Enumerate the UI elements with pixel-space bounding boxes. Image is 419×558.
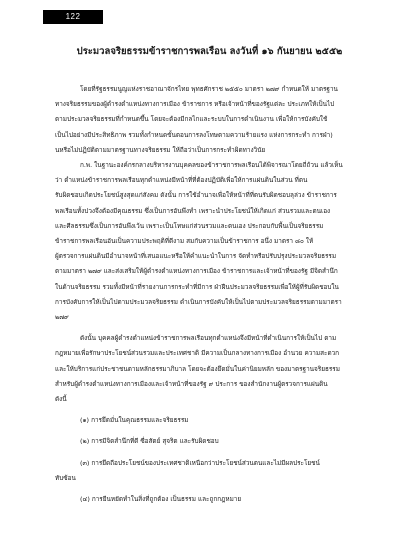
paragraph-line: กฎหมายเพื่อรักษาประโยชน์ส่วนรวมและประเทศชาติ มีความเป็นกลางทางการเมือง อำนวย ความสะดวก [55, 349, 340, 358]
paragraph-therefore [55, 331, 380, 407]
paragraph-line: รับผิดชอบเกิดประโยชน์สูงสุดแก่สังคม ดังนั้น การใช้อำนาจเพื่อให้หน้าที่ที่ตนรับผิดชอบลุล่วง ข้าราชการ [55, 191, 337, 200]
paragraph-line: การบังคับการให้เป็นไปตามประมวลจริยธรรม ดำเนินการบังคับให้เป็นไปตามประมวลจริยธรรมตามมาตรา [55, 297, 342, 306]
paragraph-line: โดยที่รัฐธรรมนูญแห่งราชอาณาจักรไทย พุทธศักราช ๒๕๕๐ มาตรา ๒๗๙ กำหนดให้ มาตรฐาน [80, 85, 338, 93]
paragraph-ocsc [55, 158, 380, 325]
paragraph-line: ๒๗๙ [55, 313, 69, 322]
paragraph-line: ดังนี้ [55, 395, 67, 404]
list-item: (๑) การยึดมั่นในคุณธรรมและจริยธรรม [80, 416, 189, 425]
core-values-list [55, 413, 380, 507]
paragraph-line: ข้าราชการพลเรือนอันเป็นความประพฤติที่ดีงาม สมกับความเป็นข้าราชการ อนึ่ง มาตรา ๘๐ ให้ [55, 237, 314, 246]
paragraph-line: และให้บริการแก่ประชาชนตามหลักธรรมาภิบาล โดยจะต้องยึดมั่นในค่านิยมหลัก ของมาตรฐานจริยธรรม [55, 364, 340, 373]
paragraph-line: ในด้านจริยธรรม รวมทั้งมีหน้าที่รายงานการกระทำที่มีการ ฝ่าฝืนประมวลจริยธรรมเพื่อให้ผู้ที่รับผิดชอบใน [55, 282, 339, 291]
paragraph-line: ก.พ. ในฐานะองค์กรกลางบริหารงานบุคคลของข้าราชการพลเรือนได้พิจารณาโดยถี่ถ้วน แล้วเห็น [80, 161, 343, 170]
paragraph-line: ตามมาตรา ๒๗๙ และส่งเสริมให้ผู้ดำรงตำแหน่งทางการเมือง ข้าราชการและเจ้าหน้าที่ของรัฐ มีจิตสำนึก [55, 267, 338, 276]
paragraph-line: พลเรือนทั้งปวงจึงต้องมีคุณธรรม ซึ่งเป็นการอันพึงทำ เพราะนำประโยชน์ให้เกิดแก่ ส่วนรวมและตนเอง [55, 206, 331, 215]
list-item: (๔) การยืนหยัดทำในสิ่งที่ถูกต้อง เป็นธรรม และถูกกฎหมาย [80, 495, 242, 504]
paragraph-line: ว่า ตำแหน่งข้าราชการพลเรือนทุกตำแหน่งมีหน้าที่ที่ต้องปฏิบัติเพื่อให้การแผ่นดินในส่วน ที่ตน [55, 176, 308, 185]
paragraph-line: ผู้ตรวจการแผ่นดินมีอำนาจหน้าที่เสนอแนะหรือให้คำแนะนำในการ จัดทำหรือปรับปรุงประมวลจริยธรรม [55, 252, 337, 261]
list-item-continuation: ทับซ้อน [55, 473, 76, 482]
paragraph-line: สำหรับผู้ดำรงตำแหน่งทางการเมืองและเจ้าหน้าที่ของรัฐ ๙ ประการ ของสำนักงานผู้ตรวจการแผ่นดิน [55, 379, 328, 388]
list-item: (๓) การยึดถือประโยชน์ของประเทศชาติเหนือกว่าประโยชน์ส่วนตนและไม่มีผลประโยชน์ [80, 458, 320, 467]
paragraph-line: เป็นไปอย่างมีประสิทธิภาพ รวมทั้งกำหนดขั้นตอนการลงโทษตามความร้ายแรง แห่งการกระทำ การฝ่า) [55, 130, 333, 139]
document-title: ประมวลจริยธรรมข้าราชการพลเรือน ลงวันที่ ๑๖ กันยายน ๒๕๕๒ [76, 46, 343, 57]
document-body [55, 82, 380, 507]
list-item: (๒) การมีจิตสำนึกที่ดี ซื่อสัตย์ สุจริต และรับผิดชอบ [80, 437, 219, 446]
paragraph-line: ตามประมวลจริยธรรมที่กำหนดขึ้น โดยจะต้องมีกลไกและระบบในการดำเนินงาน เพื่อให้การบังคับใช้ [55, 115, 328, 124]
paragraph-line: ทางจริยธรรมของผู้ดำรงตำแหน่งทางการเมือง ข้าราชการ หรือเจ้าหน้าที่ของรัฐแต่ละ ประเภทให้เป็นไป [55, 100, 335, 109]
page-number-badge: 122 [43, 10, 103, 24]
paragraph-line: นหรือไม่ปฏิบัติตามมาตรฐานทางจริยธรรม ให้ถือว่าเป็นการกระทำผิดทางวินัย [55, 145, 266, 154]
paragraph-intro [55, 82, 380, 158]
paragraph-line: ดังนั้น บุคคลผู้ดำรงตำแหน่งข้าราชการพลเรือนทุกตำแหน่งจึงมีหน้าที่ดำเนินการให้เป็นไป ตาม [80, 334, 337, 343]
paragraph-line: และศีลธรรมซึ่งเป็นการอันพึงเว้น เพราะเป็นโทษแก่ส่วนรวมและตนเอง ประกอบกับพื้นเป็นจริยธรรม [55, 221, 324, 230]
